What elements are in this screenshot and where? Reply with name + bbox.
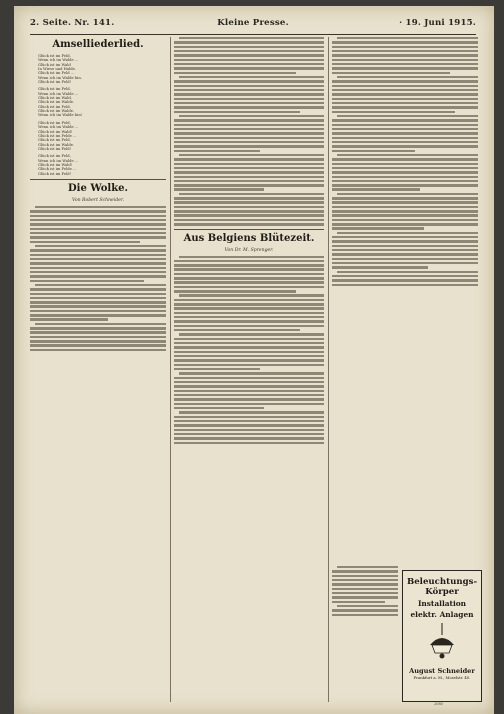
text-line xyxy=(174,54,324,56)
article-body-text xyxy=(30,206,166,351)
text-line xyxy=(30,254,166,256)
text-line xyxy=(174,85,324,87)
poem-line: Glück ist im Feld! xyxy=(38,171,72,176)
text-line xyxy=(30,305,166,307)
text-line xyxy=(179,115,324,117)
header-rule xyxy=(30,34,476,35)
text-line xyxy=(337,37,478,39)
text-line xyxy=(174,381,324,383)
text-line xyxy=(35,284,166,286)
column-rule xyxy=(170,37,171,702)
text-line xyxy=(174,59,324,61)
poem-line: Glück ist im Walde. xyxy=(38,100,75,105)
poem-line: Glück ist im Walde. xyxy=(38,142,75,147)
text-line xyxy=(174,385,324,387)
text-line xyxy=(174,290,296,292)
poem xyxy=(30,54,166,176)
poem-line: Glück ist im Feld, xyxy=(38,104,71,109)
text-line xyxy=(174,63,324,65)
page-footer-number: 2080 xyxy=(434,702,443,706)
text-line xyxy=(332,245,478,247)
text-line xyxy=(174,394,324,396)
ad-address: Frankfurt a. M., Moselstr. 40. xyxy=(413,675,471,680)
page-number-issue: 2. Seite. Nr. 141. xyxy=(30,18,115,28)
text-line xyxy=(30,223,166,225)
text-line xyxy=(332,63,478,65)
text-line xyxy=(174,325,324,327)
text-line xyxy=(332,163,478,165)
text-line xyxy=(174,329,300,331)
text-line xyxy=(174,206,324,208)
poem-line: Glück ist im Wald xyxy=(38,62,71,67)
text-line xyxy=(174,407,264,409)
text-line xyxy=(30,228,166,230)
story-title: Die Wolke. xyxy=(68,182,128,194)
text-line xyxy=(332,67,478,69)
text-line xyxy=(332,240,478,242)
text-line xyxy=(30,236,166,238)
story-author: Von Robert Schneider. xyxy=(71,197,125,203)
poem-line: Glück ist im Feld, xyxy=(38,138,71,143)
text-line xyxy=(332,227,424,229)
poem-line: Wenn ich im Walde ... xyxy=(38,158,79,163)
text-line xyxy=(30,271,166,273)
text-line xyxy=(174,145,324,147)
poem-stanza xyxy=(38,87,166,117)
text-line xyxy=(174,377,324,379)
text-line xyxy=(174,184,324,186)
issue-date: · 19. Juni 1915. xyxy=(399,18,476,28)
text-line xyxy=(174,163,324,165)
text-line xyxy=(174,307,324,309)
ad-line-4: elektr. Anlagen xyxy=(410,610,474,619)
text-line xyxy=(337,115,478,117)
column-1 xyxy=(30,37,166,704)
text-line xyxy=(179,76,324,78)
article-title: Aus Belgiens Blütezeit. xyxy=(183,232,315,244)
text-line xyxy=(174,312,324,314)
text-line xyxy=(174,342,324,344)
text-line xyxy=(332,570,398,572)
text-line xyxy=(332,214,478,216)
text-line xyxy=(30,249,166,251)
text-line xyxy=(179,193,324,195)
text-line xyxy=(332,41,478,43)
text-line xyxy=(174,141,324,143)
text-line xyxy=(174,210,324,212)
article-body-text xyxy=(332,37,478,286)
newspaper-page xyxy=(14,6,494,714)
text-line xyxy=(174,223,324,225)
ad-line-2: Körper xyxy=(425,587,459,597)
text-line xyxy=(174,346,324,348)
text-line xyxy=(174,424,324,426)
article-author: Von Dr. M. Sprenger. xyxy=(224,247,274,253)
poem-line: Glück ist im Feld! xyxy=(38,80,72,85)
poem-line: Glück ist im Felde ... xyxy=(38,167,77,172)
text-line xyxy=(332,188,420,190)
text-line xyxy=(332,601,385,603)
text-line xyxy=(174,268,324,270)
text-line xyxy=(174,299,324,301)
text-line xyxy=(337,232,478,234)
article-body-text xyxy=(174,37,324,226)
text-line xyxy=(30,215,166,217)
text-line xyxy=(332,50,478,52)
text-line xyxy=(332,253,478,255)
poem-line: Glück ist im Feld, xyxy=(38,120,71,125)
poem-line: Glück ist im Feld, xyxy=(38,87,71,92)
section-divider xyxy=(174,229,324,230)
text-line xyxy=(332,279,478,281)
text-line xyxy=(332,275,478,277)
text-line xyxy=(174,111,300,113)
text-line xyxy=(174,390,324,392)
text-line xyxy=(174,80,324,82)
text-line xyxy=(174,420,324,422)
text-line xyxy=(332,167,478,169)
text-line xyxy=(179,154,324,156)
poem-line: In Wiese und Halde. xyxy=(38,67,76,72)
poem-line: Wenn ich im Walde ... xyxy=(38,125,79,130)
text-line xyxy=(337,271,478,273)
text-line xyxy=(174,273,324,275)
text-line xyxy=(332,197,478,199)
text-line xyxy=(174,320,324,322)
text-line xyxy=(35,206,166,208)
text-line xyxy=(174,442,324,444)
text-line xyxy=(179,411,324,413)
text-line xyxy=(174,416,324,418)
text-line xyxy=(332,596,398,598)
text-line xyxy=(332,158,478,160)
text-line xyxy=(332,119,478,121)
text-line xyxy=(174,260,324,262)
text-line xyxy=(174,102,324,104)
text-line xyxy=(30,241,140,243)
text-line xyxy=(332,219,478,221)
text-line xyxy=(174,67,324,69)
text-line xyxy=(174,429,324,431)
text-line xyxy=(174,188,264,190)
text-line xyxy=(174,433,324,435)
text-line xyxy=(174,303,324,305)
text-line xyxy=(174,180,324,182)
poem-line: Glück ist im Wald! xyxy=(38,162,73,167)
text-line xyxy=(332,262,478,264)
text-line xyxy=(332,141,478,143)
text-line xyxy=(332,206,478,208)
poem-stanza xyxy=(38,121,166,151)
text-line xyxy=(174,158,324,160)
text-line xyxy=(174,403,324,405)
poem-line: Wenn ich im Walde ... xyxy=(38,58,79,63)
text-line xyxy=(332,184,478,186)
text-line xyxy=(174,201,324,203)
text-line xyxy=(174,128,324,130)
text-line xyxy=(332,180,478,182)
text-line xyxy=(35,245,166,247)
ad-company: August Schneider xyxy=(409,667,475,675)
text-line xyxy=(30,262,166,264)
text-line xyxy=(174,277,324,279)
text-line xyxy=(174,364,324,366)
text-line xyxy=(332,59,478,61)
text-line xyxy=(174,214,324,216)
text-line xyxy=(30,314,166,316)
text-line xyxy=(179,372,324,374)
text-line xyxy=(332,210,478,212)
ad-line-1: Beleuchtungs- xyxy=(406,577,478,587)
text-line xyxy=(332,201,478,203)
text-line xyxy=(337,76,478,78)
text-line xyxy=(332,137,478,139)
poem-title: Amselliederlied. xyxy=(52,39,144,50)
poem-stanza xyxy=(38,54,166,84)
column-3-lower xyxy=(332,566,398,704)
text-line xyxy=(174,93,324,95)
text-line xyxy=(35,323,166,325)
text-line xyxy=(332,258,478,260)
text-line xyxy=(174,368,260,370)
text-line xyxy=(332,249,478,251)
text-line xyxy=(337,566,398,568)
text-line xyxy=(179,37,324,39)
text-line xyxy=(332,614,398,616)
text-line xyxy=(337,193,478,195)
text-line xyxy=(174,119,324,121)
text-line xyxy=(174,137,324,139)
text-line xyxy=(332,176,478,178)
text-line xyxy=(332,46,478,48)
text-line xyxy=(174,281,324,283)
text-line xyxy=(332,93,478,95)
text-line xyxy=(30,288,166,290)
text-line xyxy=(174,171,324,173)
text-line xyxy=(332,145,478,147)
text-line xyxy=(174,132,324,134)
text-line xyxy=(30,340,166,342)
text-line xyxy=(337,605,398,607)
text-line xyxy=(174,398,324,400)
poem-stanza xyxy=(38,154,166,176)
text-line xyxy=(30,310,166,312)
text-line xyxy=(174,50,324,52)
text-line xyxy=(174,89,324,91)
text-line xyxy=(174,197,324,199)
poem-line: Glück ist im Felde ... xyxy=(38,133,77,138)
text-line xyxy=(332,98,478,100)
text-line xyxy=(332,575,398,577)
text-line xyxy=(174,41,324,43)
poem-line: Glück ist im Walde. xyxy=(38,109,75,114)
text-line xyxy=(174,98,324,100)
text-line xyxy=(174,437,324,439)
poem-line: Wenn ich im Walde ... xyxy=(38,91,79,96)
text-line xyxy=(332,236,478,238)
text-line xyxy=(332,111,455,113)
text-line xyxy=(30,336,166,338)
text-line xyxy=(174,286,324,288)
text-line xyxy=(30,331,166,333)
text-line xyxy=(30,293,166,295)
article-body-text xyxy=(332,566,398,616)
column-rule xyxy=(328,37,329,702)
text-line xyxy=(174,338,324,340)
ad-line-3: Installation xyxy=(417,599,467,608)
text-line xyxy=(332,80,478,82)
text-line xyxy=(30,267,166,269)
lamp-icon xyxy=(422,623,462,661)
newspaper-title: Kleine Presse. xyxy=(217,18,289,28)
section-divider xyxy=(30,179,166,180)
text-line xyxy=(174,72,296,74)
text-line xyxy=(30,301,166,303)
text-line xyxy=(332,72,450,74)
text-line xyxy=(174,264,324,266)
text-line xyxy=(332,592,398,594)
text-line xyxy=(30,275,166,277)
poem-line: Wenn ich im Walde bin! xyxy=(38,113,83,118)
text-line xyxy=(174,359,324,361)
text-line xyxy=(30,349,166,351)
text-line xyxy=(332,89,478,91)
poem-line: Glück ist im Feld! xyxy=(38,146,72,151)
advertisement-box xyxy=(402,570,482,702)
text-line xyxy=(30,232,166,234)
text-line xyxy=(30,219,166,221)
text-line xyxy=(174,176,324,178)
text-line xyxy=(332,609,398,611)
text-line xyxy=(332,583,398,585)
text-line xyxy=(179,256,324,258)
text-line xyxy=(30,258,166,260)
text-line xyxy=(174,167,324,169)
text-line xyxy=(332,284,478,286)
column-2 xyxy=(174,37,324,704)
text-line xyxy=(30,280,144,282)
text-line xyxy=(30,297,166,299)
text-line xyxy=(332,132,478,134)
text-line xyxy=(174,124,324,126)
text-line xyxy=(174,355,324,357)
column-3 xyxy=(332,37,478,564)
text-line xyxy=(332,106,478,108)
poem-line: Wenn ich im Walde bin. xyxy=(38,75,82,80)
text-line xyxy=(337,154,478,156)
text-line xyxy=(30,318,108,320)
text-line xyxy=(332,128,478,130)
text-line xyxy=(174,351,324,353)
text-line xyxy=(174,150,260,152)
text-line xyxy=(332,54,478,56)
text-line xyxy=(30,327,166,329)
poem-line: Glück ist im Feld ... xyxy=(38,71,75,76)
poem-line: Glück ist im Feld, xyxy=(38,54,71,58)
text-line xyxy=(332,85,478,87)
text-line xyxy=(179,333,324,335)
text-line xyxy=(174,46,324,48)
text-line xyxy=(30,344,166,346)
page-header xyxy=(30,12,476,30)
text-line xyxy=(332,266,428,268)
text-line xyxy=(174,219,324,221)
text-line xyxy=(30,210,166,212)
poem-line: Glück ist im Feld, xyxy=(38,154,71,159)
text-line xyxy=(332,124,478,126)
text-line xyxy=(332,579,398,581)
poem-line: Glück ist im Wald, xyxy=(38,96,72,101)
text-line xyxy=(332,171,478,173)
text-line xyxy=(332,150,415,152)
poem-line: Glück ist im Wald! xyxy=(38,129,73,134)
text-line xyxy=(332,588,398,590)
text-line xyxy=(332,102,478,104)
article-body-text xyxy=(174,256,324,445)
text-line xyxy=(174,316,324,318)
text-line xyxy=(174,106,324,108)
text-line xyxy=(179,294,324,296)
text-line xyxy=(332,223,478,225)
